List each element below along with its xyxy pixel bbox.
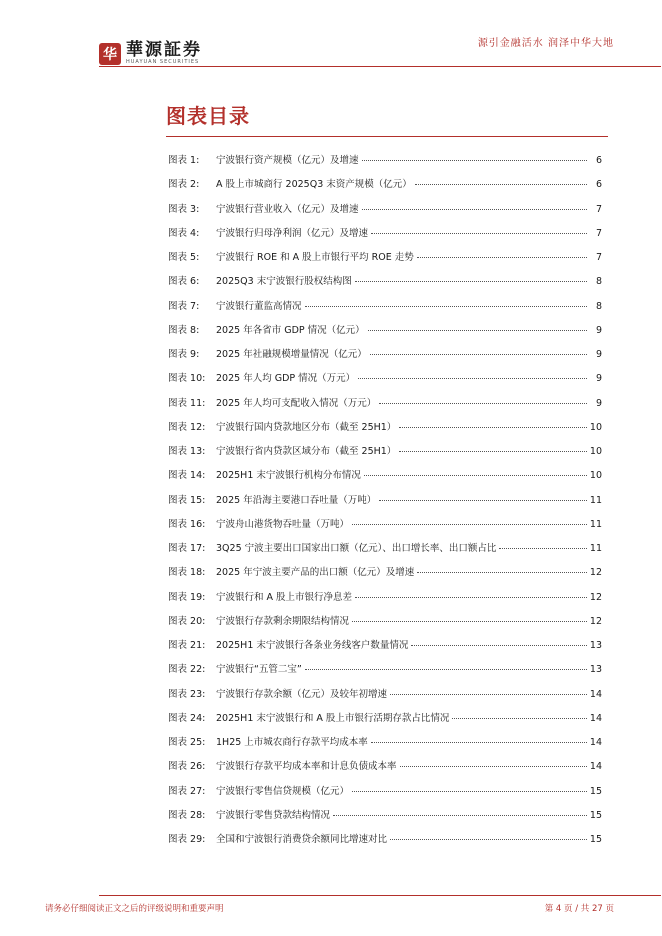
toc-entry-page: 10 [589, 470, 602, 482]
toc-entry-page: 11 [589, 494, 602, 506]
toc-entry-title: 宁波银行省内贷款区域分布（截至 25H1） [216, 446, 397, 457]
toc-dot-leader [390, 839, 587, 840]
toc-entry[interactable] [168, 467, 602, 491]
toc-entry-page: 8 [595, 276, 602, 288]
toc-dot-leader [355, 281, 587, 282]
toc-entry-page: 9 [595, 373, 602, 385]
toc-dot-leader [333, 815, 587, 816]
toc-entry-title: 宁波银行零售信贷规模（亿元） [216, 785, 350, 797]
logo-chinese-name: 華源証券 [126, 40, 202, 60]
toc-entry-title: 2025H1 末宁波银行机构分布情况 [216, 470, 361, 482]
toc-entry[interactable] [168, 322, 602, 346]
toc-entry-title: 宁波银行 ROE 和 A 股上市银行平均 ROE 走势 [216, 252, 414, 263]
toc-entry-page: 12 [589, 567, 602, 579]
toc-entry-page: 10 [589, 421, 602, 433]
toc-dot-leader [362, 160, 587, 161]
toc-entry-label: 图表 20: [168, 615, 206, 627]
toc-entry-page: 9 [595, 324, 602, 336]
toc-entry-label: 图表 11: [168, 397, 206, 409]
toc-dot-leader [352, 524, 587, 525]
toc-entry-label: 图表 4: [168, 227, 200, 239]
toc-entry-page: 12 [589, 615, 602, 627]
toc-entry-page: 13 [589, 664, 602, 676]
toc-entry-label: 图表 27: [168, 785, 206, 797]
toc-entry-label: 图表 23: [168, 688, 206, 700]
toc-entry-page: 10 [589, 446, 602, 457]
footer-page-number: 第 4 页 / 共 27 页 [544, 904, 614, 914]
toc-entry[interactable] [168, 152, 602, 176]
toc-entry-label: 图表 15: [168, 494, 206, 506]
toc-entry[interactable] [168, 613, 602, 637]
toc-entry-page: 9 [595, 349, 602, 360]
toc-entry-title: 2025 年沿海主要港口吞吐量（万吨） [216, 494, 377, 506]
toc-dot-leader [411, 645, 587, 646]
toc-entry[interactable] [168, 540, 602, 564]
toc-entry[interactable] [168, 564, 602, 588]
toc-entry-label: 图表 6: [168, 276, 200, 288]
logo-mark-icon: 华 [99, 43, 121, 65]
company-logo [99, 41, 202, 66]
toc-entry-title: 3Q25 宁波主要出口国家出口额（亿元）、出口增长率、出口额占比 [216, 543, 497, 554]
toc-entry-label: 图表 7: [168, 300, 200, 312]
toc-entry[interactable] [168, 225, 602, 249]
toc-dot-leader [358, 378, 587, 379]
toc-entry-label: 图表 8: [168, 324, 200, 336]
toc-entry-page: 7 [595, 227, 602, 239]
toc-dot-leader [364, 475, 587, 476]
page-header [0, 0, 662, 80]
header-divider [99, 66, 661, 67]
page-title: 图表目录 [166, 104, 250, 128]
toc-dot-leader [352, 791, 587, 792]
toc-entry-title: 2025 年宁波主要产品的出口额（亿元）及增速 [216, 567, 415, 579]
toc-entry-title: 2025H1 末宁波银行各条业务线客户数量情况 [216, 640, 409, 651]
toc-entry-title: 1H25 上市城农商行存款平均成本率 [216, 737, 368, 748]
toc-entry-page: 6 [595, 179, 602, 191]
toc-entry-page: 15 [589, 834, 602, 845]
toc-dot-leader [305, 669, 587, 670]
toc-entry[interactable] [168, 734, 602, 758]
toc-entry-label: 图表 12: [168, 421, 206, 433]
toc-entry-title: 宁波银行国内贷款地区分布（截至 25H1） [216, 421, 397, 433]
toc-dot-leader [400, 766, 587, 767]
toc-entry[interactable] [168, 370, 602, 394]
table-of-figures [168, 152, 602, 855]
toc-entry-label: 图表 25: [168, 737, 206, 748]
toc-entry[interactable] [168, 492, 602, 516]
toc-entry[interactable] [168, 516, 602, 540]
toc-dot-leader [352, 621, 587, 622]
toc-entry-label: 图表 22: [168, 664, 206, 676]
toc-entry-page: 9 [595, 397, 602, 409]
toc-dot-leader [415, 184, 587, 185]
toc-entry-title: 宁波舟山港货物吞吐量（万吨） [216, 518, 350, 530]
toc-entry-title: A 股上市城商行 2025Q3 末资产规模（亿元） [216, 179, 412, 191]
toc-entry-page: 8 [595, 300, 602, 312]
toc-dot-leader [399, 427, 587, 428]
toc-entry[interactable] [168, 176, 602, 200]
toc-entry-label: 图表 16: [168, 518, 206, 530]
toc-dot-leader [368, 330, 587, 331]
title-divider [166, 136, 608, 137]
toc-entry-label: 图表 24: [168, 712, 206, 724]
toc-entry-label: 图表 10: [168, 373, 206, 385]
toc-entry[interactable] [168, 201, 602, 225]
toc-entry-page: 11 [589, 518, 602, 530]
toc-entry-page: 15 [589, 785, 602, 797]
footer-disclaimer: 请务必仔细阅读正文之后的评级说明和重要声明 [45, 904, 224, 914]
toc-entry-page: 11 [589, 543, 602, 554]
toc-entry-title: 宁波银行“五管二宝” [216, 664, 302, 676]
toc-entry[interactable] [168, 807, 602, 831]
logo-english-name: HUAYUAN SECURITIES [126, 59, 200, 65]
toc-entry-label: 图表 28: [168, 809, 206, 821]
toc-entry-label: 图表 9: [168, 349, 200, 360]
toc-entry[interactable] [168, 298, 602, 322]
toc-entry-title: 全国和宁波银行消费贷余额同比增速对比 [216, 834, 388, 845]
toc-dot-leader [390, 694, 587, 695]
toc-entry[interactable] [168, 831, 602, 855]
toc-entry-label: 图表 18: [168, 567, 206, 579]
footer-divider [99, 895, 661, 896]
toc-dot-leader [417, 257, 587, 258]
toc-entry-label: 图表 14: [168, 470, 206, 482]
toc-dot-leader [379, 500, 587, 501]
toc-dot-leader [362, 209, 587, 210]
toc-entry-title: 2025 年人均 GDP 情况（万元） [216, 373, 356, 385]
toc-dot-leader [371, 742, 587, 743]
toc-entry[interactable] [168, 686, 602, 710]
toc-entry[interactable] [168, 346, 602, 370]
toc-entry[interactable] [168, 710, 602, 734]
toc-entry-label: 图表 2: [168, 179, 200, 191]
toc-entry[interactable] [168, 758, 602, 782]
toc-entry-title: 2025Q3 末宁波银行股权结构图 [216, 276, 352, 288]
toc-entry-page: 7 [595, 252, 602, 263]
toc-entry[interactable] [168, 589, 602, 613]
toc-entry-title: 2025 年社融规模增量情况（亿元） [216, 349, 367, 360]
toc-entry-title: 2025H1 末宁波银行和 A 股上市银行活期存款占比情况 [216, 712, 450, 724]
toc-entry-title: 2025 年各省市 GDP 情况（亿元） [216, 324, 365, 336]
toc-entry-page: 6 [595, 155, 602, 166]
toc-dot-leader [452, 718, 586, 719]
toc-entry-title: 宁波银行存款平均成本率和计息负债成本率 [216, 761, 397, 773]
toc-entry-label: 图表 17: [168, 543, 206, 554]
toc-entry-label: 图表 13: [168, 446, 206, 457]
toc-dot-leader [305, 306, 587, 307]
toc-entry-title: 宁波银行存款剩余期限结构情况 [216, 615, 350, 627]
toc-entry[interactable] [168, 443, 602, 467]
toc-dot-leader [417, 572, 587, 573]
toc-entry-label: 图表 1: [168, 155, 200, 166]
toc-entry-title: 宁波银行董监高情况 [216, 300, 302, 312]
toc-entry-title: 宁波银行存款余额（亿元）及较年初增速 [216, 688, 388, 700]
toc-entry[interactable] [168, 637, 602, 661]
toc-entry-title: 宁波银行归母净利润（亿元）及增速 [216, 227, 369, 239]
toc-entry-title: 宁波银行营业收入（亿元）及增速 [216, 203, 359, 215]
toc-entry-page: 13 [589, 640, 602, 651]
toc-dot-leader [379, 403, 587, 404]
toc-entry[interactable] [168, 661, 602, 685]
toc-entry-label: 图表 21: [168, 640, 206, 651]
toc-entry[interactable] [168, 783, 602, 807]
toc-entry[interactable] [168, 273, 602, 297]
toc-entry-title: 宁波银行资产规模（亿元）及增速 [216, 155, 359, 166]
toc-dot-leader [370, 354, 587, 355]
toc-entry-label: 图表 19: [168, 591, 206, 603]
toc-entry-page: 14 [589, 761, 602, 773]
toc-entry-page: 7 [595, 203, 602, 215]
toc-dot-leader [399, 451, 587, 452]
toc-entry-page: 15 [589, 809, 602, 821]
toc-entry-label: 图表 26: [168, 761, 206, 773]
toc-entry[interactable] [168, 249, 602, 273]
header-slogan: 源引金融活水 润泽中华大地 [477, 38, 614, 49]
toc-entry[interactable] [168, 419, 602, 443]
toc-entry-page: 12 [589, 591, 602, 603]
toc-entry[interactable] [168, 395, 602, 419]
toc-entry-label: 图表 3: [168, 203, 200, 215]
toc-entry-title: 2025 年人均可支配收入情况（万元） [216, 397, 377, 409]
toc-dot-leader [499, 548, 587, 549]
toc-entry-label: 图表 29: [168, 834, 206, 845]
toc-dot-leader [355, 597, 587, 598]
toc-entry-label: 图表 5: [168, 252, 200, 263]
toc-entry-title: 宁波银行和 A 股上市银行净息差 [216, 591, 353, 603]
toc-dot-leader [371, 233, 587, 234]
toc-entry-page: 14 [589, 688, 602, 700]
toc-entry-page: 14 [589, 712, 602, 724]
toc-entry-page: 14 [589, 737, 602, 748]
toc-entry-title: 宁波银行零售贷款结构情况 [216, 809, 331, 821]
